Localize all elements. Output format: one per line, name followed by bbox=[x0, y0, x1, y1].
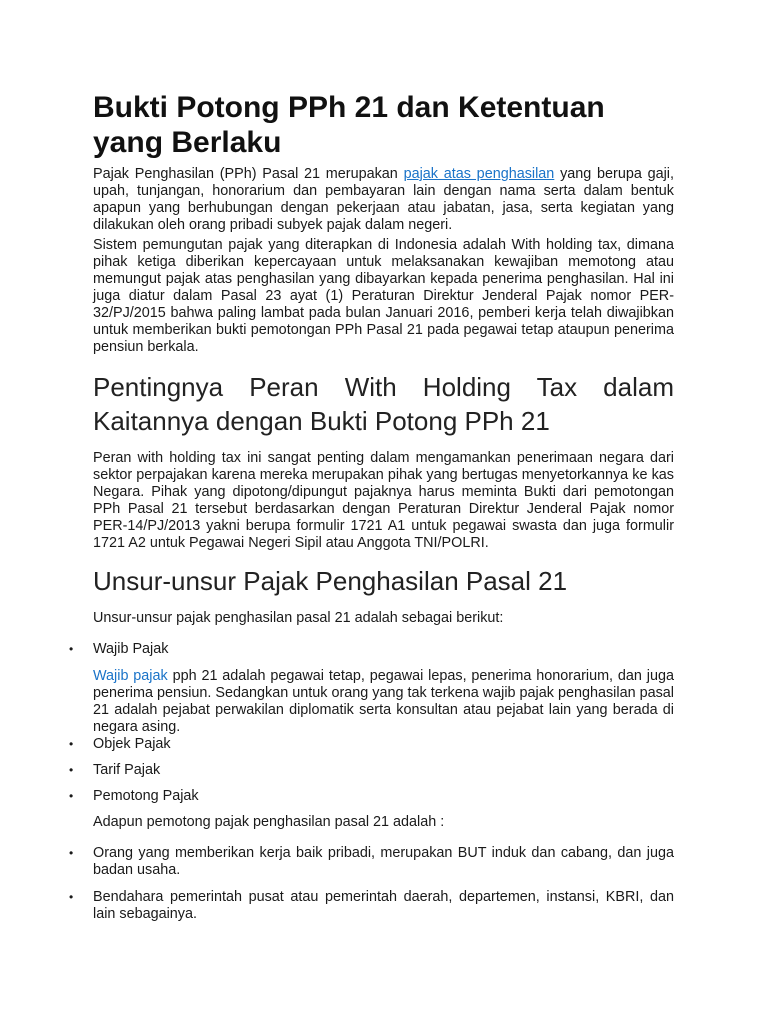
bullet-icon: • bbox=[69, 890, 74, 904]
section-heading-withholding-role: Pentingnya Peran With Holding Tax dalam Kaitannya dengan Bukti Potong PPh 21 bbox=[93, 372, 674, 436]
list-item-text: Orang yang memberikan kerja baik pribadi, merupakan BUT induk dan cabang, dan juga badan usaha. bbox=[93, 845, 674, 878]
list-item-wajib-pajak bbox=[69, 641, 674, 658]
list-item-objek-pajak bbox=[69, 736, 674, 753]
list-item-label: Pemotong Pajak bbox=[93, 788, 199, 804]
pemotong-list bbox=[69, 845, 674, 923]
bullet-icon: • bbox=[69, 763, 74, 777]
list-item-pemotong-pajak bbox=[69, 788, 674, 805]
bullet-icon: • bbox=[69, 737, 74, 751]
elements-list-continued bbox=[69, 736, 674, 805]
withholding-role-paragraph: Peran with holding tax ini sangat penting dalam mengamankan penerimaan negara dari sektor perpajakan karena mereka merupakan pihak yang bertugas menyetorkannya ke kas Negara. Pihak yang dipotong/dipungut pajaknya harus meminta Bukti dari pemotongan PPh Pasal 21 tersebut berdasarkan dengan Peraturan Direktur Jenderal Pajak nomor PER-14/PJ/2013 yakni berupa formulir 1721 A1 untuk pegawai swasta dan juga formulir 1721 A2 untuk Pegawai Negeri Sipil atau Anggota TNI/POLRI. bbox=[93, 450, 674, 551]
list-item-label: Tarif Pajak bbox=[93, 762, 161, 778]
list-item-label: Wajib Pajak bbox=[93, 641, 169, 657]
intro-text-start: Pajak Penghasilan (PPh) Pasal 21 merupakan bbox=[93, 166, 404, 182]
elements-intro: Unsur-unsur pajak penghasilan pasal 21 adalah sebagai berikut: bbox=[93, 610, 504, 626]
withholding-system-paragraph: Sistem pemungutan pajak yang diterapkan di Indonesia adalah With holding tax, dimana pihak ketiga diberikan kepercayaan untuk melaksanakan kewajiban memotong atau memungut pajak atas penghasilan yang dibayarkan kepada penerima penghasilan. Hal ini juga diatur dalam Pasal 23 ayat (1) Peraturan Direktur Jenderal Pajak nomor PER-32/PJ/2015 bahwa paling lambat pada bulan Januari 2016, pemberi kerja telah diwajibkan untuk memberikan bukti pemotongan PPh Pasal 21 pada pegawai tetap ataupun penerima pensiun berkala. bbox=[93, 237, 674, 355]
list-item-pemotong-1 bbox=[69, 845, 674, 879]
pemotong-intro: Adapun pemotong pajak penghasilan pasal 21 adalah : bbox=[93, 814, 445, 830]
wajib-pajak-link[interactable]: Wajib pajak bbox=[93, 668, 168, 684]
list-item-tarif-pajak bbox=[69, 762, 674, 779]
list-item-pemotong-2 bbox=[69, 889, 674, 923]
intro-paragraph bbox=[93, 166, 674, 234]
intro-text-end: yang berupa gaji, upah, tunjangan, honorarium dan pembayaran lain dengan nama serta dalam bentuk apapun yang berhubungan dengan pekerjaan atau jabatan, jasa, serta kegiatan yang dilakukan oleh orang pribadi subyek pajak dalam negeri. bbox=[93, 166, 675, 233]
list-item-text: Bendahara pemerintah pusat atau pemerintah daerah, departemen, instansi, KBRI, dan lain sebagainya. bbox=[93, 889, 674, 922]
wajib-pajak-detail bbox=[93, 668, 674, 736]
income-tax-link[interactable]: pajak atas penghasilan bbox=[403, 166, 555, 182]
wajib-pajak-detail-text: pph 21 adalah pegawai tetap, pegawai lepas, penerima honorarium, dan juga penerima pensiun. Sedangkan untuk orang yang tak terkena wajib pajak penghasilan pasal 21 adalah pejabat perwakilan diplomatik serta konsultan atau pejabat lain yang berada di negara asing. bbox=[93, 668, 674, 735]
bullet-icon: • bbox=[69, 642, 74, 656]
page-title: Bukti Potong PPh 21 dan Ketentuan yang Berlaku bbox=[93, 91, 605, 159]
elements-list bbox=[69, 641, 674, 658]
section-heading-elements: Unsur-unsur Pajak Penghasilan Pasal 21 bbox=[93, 566, 568, 596]
bullet-icon: • bbox=[69, 789, 74, 803]
list-item-label: Objek Pajak bbox=[93, 736, 171, 752]
article bbox=[69, 90, 675, 923]
bullet-icon: • bbox=[69, 846, 74, 860]
